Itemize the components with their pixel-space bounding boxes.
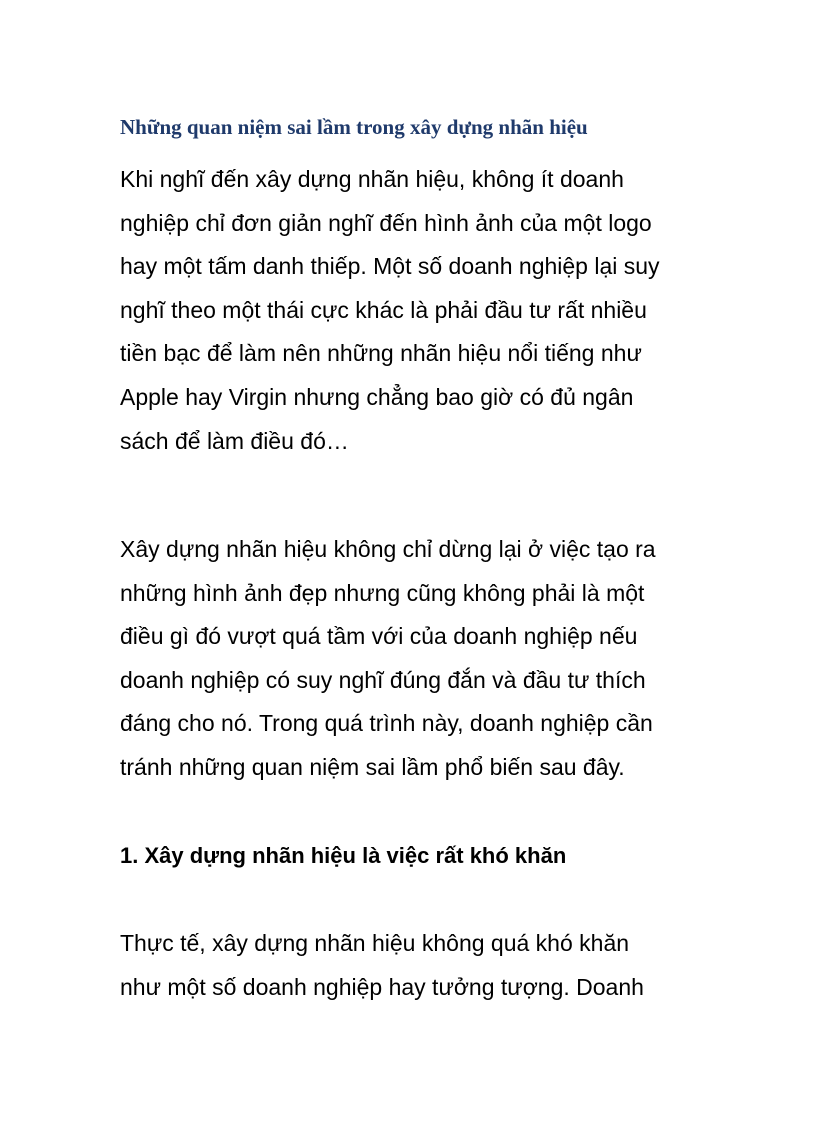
paragraph-line: doanh nghiệp có suy nghĩ đúng đắn và đầu tư thích bbox=[120, 666, 646, 693]
paragraph-line: điều gì đó vượt quá tầm với của doanh nghiệp nếu bbox=[120, 623, 638, 650]
paragraph-line: tránh những quan niệm sai lầm phổ biến sau đây. bbox=[120, 753, 625, 780]
paragraph-line: nghiệp chỉ đơn giản nghĩ đến hình ảnh của một logo bbox=[120, 209, 652, 236]
paragraph-line: như một số doanh nghiệp hay tưởng tượng. Doanh bbox=[120, 973, 644, 1000]
paragraph-line: đáng cho nó. Trong quá trình này, doanh nghiệp cần bbox=[120, 710, 653, 737]
second-paragraph bbox=[120, 528, 656, 790]
paragraph-line: những hình ảnh đẹp nhưng cũng không phải là một bbox=[120, 579, 645, 606]
paragraph-line: tiền bạc để làm nên những nhãn hiệu nổi tiếng như bbox=[120, 340, 642, 367]
document-title: Những quan niệm sai lầm trong xây dựng nhãn hiệu bbox=[120, 115, 588, 139]
paragraph-line: Khi nghĩ đến xây dựng nhãn hiệu, không ít doanh bbox=[120, 166, 624, 192]
paragraph-line: Apple hay Virgin nhưng chẳng bao giờ có đủ ngân bbox=[120, 383, 634, 410]
paragraph-line: hay một tấm danh thiếp. Một số doanh nghiệp lại suy bbox=[120, 253, 660, 280]
paragraph-line: Xây dựng nhãn hiệu không chỉ dừng lại ở việc tạo ra bbox=[120, 536, 656, 562]
paragraph-line: sách để làm điều đó… bbox=[120, 427, 349, 454]
section-paragraph bbox=[120, 922, 644, 1009]
section-heading: 1. Xây dựng nhãn hiệu là việc rất khó khăn bbox=[120, 843, 567, 868]
paragraph-line: Thực tế, xây dựng nhãn hiệu không quá khó khăn bbox=[120, 930, 630, 956]
paragraph-line: nghĩ theo một thái cực khác là phải đầu tư rất nhiều bbox=[120, 296, 647, 323]
intro-paragraph bbox=[120, 158, 660, 463]
